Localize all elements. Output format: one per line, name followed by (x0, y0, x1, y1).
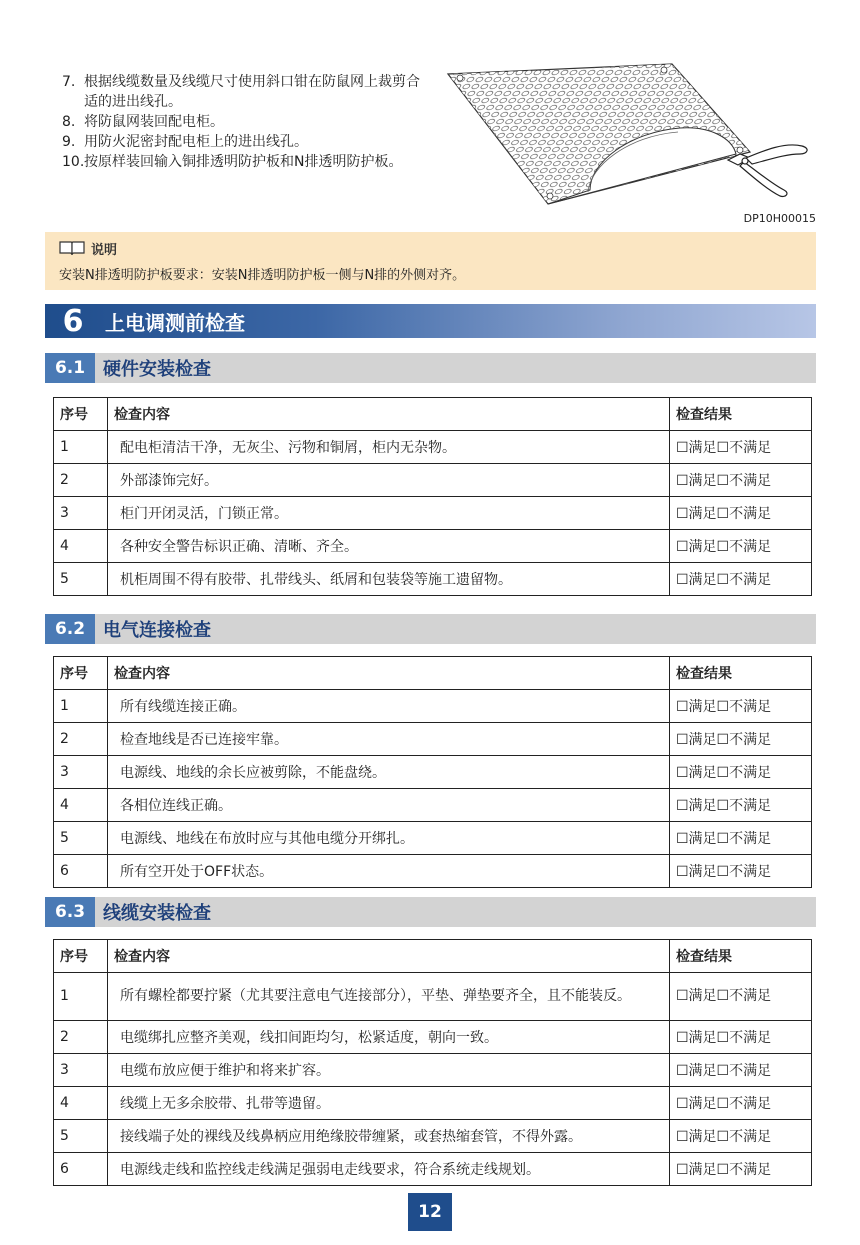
table-row (54, 1054, 812, 1087)
row-content: 柜门开闭灵活，门锁正常。 (108, 497, 670, 530)
book-icon (59, 240, 85, 256)
result-checkboxes[interactable]: ☐满足☐不满足 (670, 431, 812, 464)
table-row (54, 563, 812, 596)
row-content: 配电柜清洁干净，无灰尘、污物和铜屑，柜内无杂物。 (108, 431, 670, 464)
result-checkboxes[interactable]: ☐满足☐不满足 (670, 1021, 812, 1054)
step-text: 将防鼠网装回配电柜。 (84, 114, 224, 130)
row-index: 3 (54, 1054, 108, 1087)
mesh-plate-illustration (440, 62, 820, 212)
row-content: 线缆上无多余胶带、扎带等遗留。 (108, 1087, 670, 1120)
row-content: 检查地线是否已连接牢靠。 (108, 723, 670, 756)
result-checkboxes[interactable]: ☐满足☐不满足 (670, 723, 812, 756)
row-index: 4 (54, 1087, 108, 1120)
row-content: 所有线缆连接正确。 (108, 690, 670, 723)
row-content: 电源线走线和监控线走线满足强弱电走线要求，符合系统走线规划。 (108, 1153, 670, 1186)
row-index: 1 (54, 973, 108, 1021)
note-title: 说明 (91, 242, 118, 258)
result-checkboxes[interactable]: ☐满足☐不满足 (670, 1120, 812, 1153)
row-content: 电缆布放应便于维护和将来扩容。 (108, 1054, 670, 1087)
section-heading (45, 353, 816, 383)
result-checkboxes[interactable]: ☐满足☐不满足 (670, 855, 812, 888)
step-item (62, 72, 422, 112)
figure-label: DP10H00015 (743, 212, 816, 225)
electrical-check-table (53, 656, 812, 888)
step-text: 按原样装回输入铜排透明防护板和N排透明防护板。 (84, 154, 403, 170)
row-content: 机柜周围不得有胶带、扎带线头、纸屑和包装袋等施工遗留物。 (108, 563, 670, 596)
column-header-content: 检查内容 (108, 940, 670, 973)
column-header-index: 序号 (54, 940, 108, 973)
section-heading (45, 614, 816, 644)
table-row (54, 756, 812, 789)
row-index: 6 (54, 855, 108, 888)
table-row (54, 789, 812, 822)
table-header-row (54, 657, 812, 690)
step-text: 用防火泥密封配电柜上的进出线孔。 (84, 134, 308, 150)
row-index: 1 (54, 690, 108, 723)
row-index: 4 (54, 530, 108, 563)
step-number: 10. (62, 154, 85, 170)
step-number: 8. (62, 114, 76, 130)
row-index: 3 (54, 756, 108, 789)
column-header-index: 序号 (54, 657, 108, 690)
table-row (54, 1087, 812, 1120)
chapter-title: 上电调测前检查 (105, 310, 245, 335)
table-row (54, 855, 812, 888)
table-row (54, 973, 812, 1021)
step-text: 根据线缆数量及线缆尺寸使用斜口钳在防鼠网上裁剪合适的进出线孔。 (84, 74, 420, 110)
row-content: 各种安全警告标识正确、清晰、齐全。 (108, 530, 670, 563)
hardware-check-table (53, 397, 812, 596)
row-index: 1 (54, 431, 108, 464)
column-header-result: 检查结果 (670, 398, 812, 431)
section-title: 电气连接检查 (103, 620, 211, 641)
row-index: 2 (54, 723, 108, 756)
step-list (62, 72, 422, 172)
page-number: 12 (408, 1193, 452, 1231)
row-index: 6 (54, 1153, 108, 1186)
table-header-row (54, 940, 812, 973)
result-checkboxes[interactable]: ☐满足☐不满足 (670, 464, 812, 497)
row-index: 5 (54, 563, 108, 596)
row-content: 接线端子处的裸线及线鼻柄应用绝缘胶带缠紧，或套热缩套管，不得外露。 (108, 1120, 670, 1153)
result-checkboxes[interactable]: ☐满足☐不满足 (670, 690, 812, 723)
table-row (54, 431, 812, 464)
column-header-index: 序号 (54, 398, 108, 431)
table-row (54, 497, 812, 530)
section-number: 6.1 (45, 353, 95, 383)
table-row (54, 1021, 812, 1054)
table-row (54, 530, 812, 563)
table-row (54, 1120, 812, 1153)
row-content: 电缆绑扎应整齐美观，线扣间距均匀，松紧适度，朝向一致。 (108, 1021, 670, 1054)
row-content: 电源线、地线的余长应被剪除，不能盘绕。 (108, 756, 670, 789)
row-content: 所有螺栓都要拧紧（尤其要注意电气连接部分），平垫、弹垫要齐全，且不能装反。 (108, 973, 670, 1021)
row-index: 5 (54, 1120, 108, 1153)
cable-check-table (53, 939, 812, 1186)
table-row (54, 1153, 812, 1186)
section-title: 线缆安装检查 (103, 903, 211, 924)
table-row (54, 822, 812, 855)
result-checkboxes[interactable]: ☐满足☐不满足 (670, 1054, 812, 1087)
row-content: 各相位连线正确。 (108, 789, 670, 822)
row-index: 2 (54, 464, 108, 497)
step-item (62, 152, 422, 172)
row-content: 所有空开处于OFF状态。 (108, 855, 670, 888)
mesh-cutting-illustration (440, 62, 820, 212)
chapter-heading (45, 304, 816, 338)
chapter-number: 6 (62, 303, 84, 339)
result-checkboxes[interactable]: ☐满足☐不满足 (670, 822, 812, 855)
step-item (62, 112, 422, 132)
table-row (54, 723, 812, 756)
result-checkboxes[interactable]: ☐满足☐不满足 (670, 789, 812, 822)
row-index: 5 (54, 822, 108, 855)
table-row (54, 690, 812, 723)
row-content: 电源线、地线在布放时应与其他电缆分开绑扎。 (108, 822, 670, 855)
row-index: 3 (54, 497, 108, 530)
row-index: 4 (54, 789, 108, 822)
step-number: 9. (62, 134, 76, 150)
result-checkboxes[interactable]: ☐满足☐不满足 (670, 497, 812, 530)
column-header-content: 检查内容 (108, 657, 670, 690)
section-number: 6.3 (45, 897, 95, 927)
row-index: 2 (54, 1021, 108, 1054)
result-checkboxes[interactable]: ☐满足☐不满足 (670, 1153, 812, 1186)
result-checkboxes[interactable]: ☐满足☐不满足 (670, 530, 812, 563)
step-item (62, 132, 422, 152)
column-header-result: 检查结果 (670, 940, 812, 973)
note-box (45, 232, 816, 290)
section-heading (45, 897, 816, 927)
table-row (54, 464, 812, 497)
result-checkboxes[interactable]: ☐满足☐不满足 (670, 973, 812, 1021)
note-header (59, 238, 802, 258)
result-checkboxes[interactable]: ☐满足☐不满足 (670, 1087, 812, 1120)
column-header-content: 检查内容 (108, 398, 670, 431)
note-text: 安装N排透明防护板要求：安装N排透明防护板一侧与N排的外侧对齐。 (59, 268, 466, 283)
column-header-result: 检查结果 (670, 657, 812, 690)
section-title: 硬件安装检查 (103, 359, 211, 380)
result-checkboxes[interactable]: ☐满足☐不满足 (670, 563, 812, 596)
step-number: 7. (62, 74, 76, 90)
result-checkboxes[interactable]: ☐满足☐不满足 (670, 756, 812, 789)
section-number: 6.2 (45, 614, 95, 644)
table-header-row (54, 398, 812, 431)
row-content: 外部漆饰完好。 (108, 464, 670, 497)
